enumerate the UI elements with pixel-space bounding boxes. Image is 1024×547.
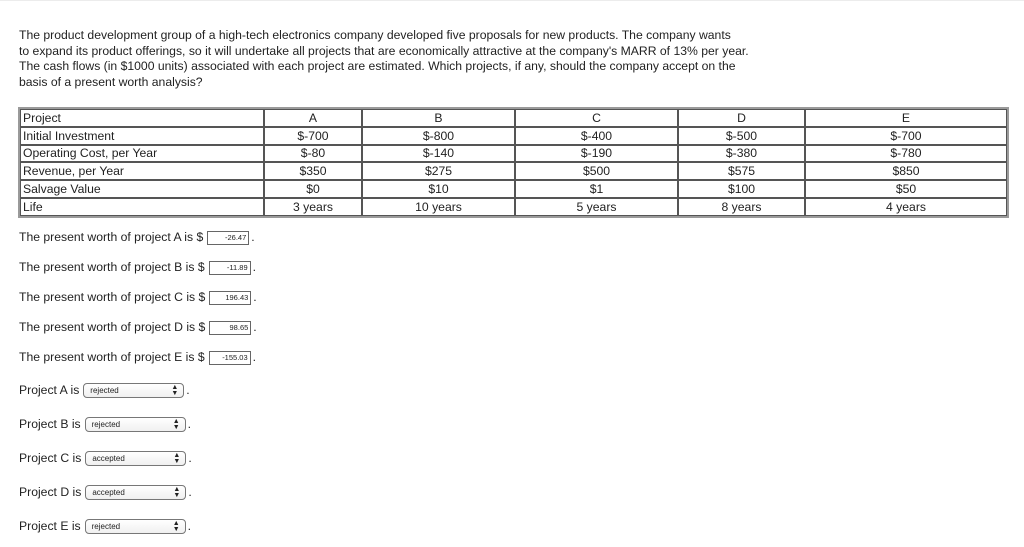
question-text: The present worth of project E is $ [19,350,205,364]
table-cell: A [264,109,362,127]
period: . [187,417,192,431]
question-text: Project D is [19,485,82,499]
question-text: The present worth of project D is $ [19,320,206,334]
decision-question [19,450,192,466]
present-worth-question [19,319,257,335]
up-down-chevron-icon: ▲ ▼ [171,383,179,398]
table-cell: $1 [515,180,678,198]
table-cell: $-400 [515,127,678,145]
answer-field-e[interactable]: -155.03 [209,351,251,365]
table-cell: $-190 [515,145,678,163]
table-row [20,162,1007,180]
table-cell: 8 years [678,198,805,216]
table-cell: $-780 [805,145,1007,163]
question-text: Project C is [19,451,82,465]
selected-value: accepted [92,454,125,464]
table-cell: $-140 [362,145,515,163]
row-label: Initial Investment [20,127,264,145]
table-cell: $-700 [805,127,1007,145]
period: . [186,383,190,397]
table-row [20,127,1007,145]
table-cell: $275 [362,162,515,180]
row-label: Revenue, per Year [20,162,264,180]
question-text: Project A is [19,383,80,397]
table-cell: $100 [678,180,805,198]
up-down-chevron-icon: ▲ ▼ [173,451,181,466]
problem-line: The cash flows (in $1000 units) associated with each project are estimated. Which projects, if any, should the company accept on the [19,59,736,73]
decision-select-b[interactable] [85,417,186,432]
decision-question [19,382,190,398]
question-text: The present worth of project B is $ [19,260,205,274]
table-cell: $0 [264,180,362,198]
up-down-chevron-icon: ▲ ▼ [172,519,180,534]
decision-question [19,416,191,432]
table-cell: $10 [362,180,515,198]
decision-question [19,484,192,500]
table-cell: B [362,109,515,127]
row-label: Life [20,198,264,216]
period: . [187,519,192,533]
table-cell: 4 years [805,198,1007,216]
period: . [253,320,257,334]
table-cell: $575 [678,162,805,180]
cash-flow-table [18,107,1009,218]
period: . [252,260,257,274]
question-text: The present worth of project C is $ [19,290,206,304]
selected-value: rejected [90,386,119,396]
row-label: Salvage Value [20,180,264,198]
present-worth-question [19,289,257,305]
question-text: Project B is [19,417,81,431]
answer-field-b[interactable]: -11.89 [209,261,251,275]
table-cell: $-700 [264,127,362,145]
row-label: Operating Cost, per Year [20,145,264,163]
question-text: Project E is [19,519,81,533]
problem-line: The product development group of a high-tech electronics company developed five proposals for new products. The company wants [19,28,731,42]
selected-value: rejected [91,522,121,532]
table-cell: 5 years [515,198,678,216]
table-row [20,109,1007,127]
table-cell: 3 years [264,198,362,216]
table-cell: E [805,109,1007,127]
answer-field-c[interactable]: 196.43 [209,291,251,305]
decision-select-d[interactable] [85,485,186,500]
up-down-chevron-icon: ▲ ▼ [172,417,180,432]
selected-value: rejected [91,420,121,430]
period: . [252,350,257,364]
table-cell: $-80 [264,145,362,163]
answer-field-a[interactable]: -26.47 [207,231,249,245]
problem-line: to expand its product offerings, so it will undertake all projects that are economically attractive at the company's MARR of 13% per year. [19,43,749,58]
up-down-chevron-icon: ▲ ▼ [173,485,181,500]
problem-statement [19,28,819,90]
answer-field-d[interactable]: 98.65 [209,321,251,335]
period: . [251,230,255,244]
period: . [253,290,257,304]
question-text: The present worth of project A is $ [19,230,204,244]
decision-select-a[interactable] [83,383,184,398]
row-label: Project [20,109,264,127]
selected-value: accepted [92,488,125,498]
decision-select-e[interactable] [85,519,186,534]
table-cell: D [678,109,805,127]
period: . [188,451,192,465]
table-cell: $850 [805,162,1007,180]
table-cell: 10 years [362,198,515,216]
table-row [20,145,1007,163]
decision-question [19,518,191,534]
top-divider [0,0,1024,1]
table-row [20,180,1007,198]
table-cell: $500 [515,162,678,180]
present-worth-question [19,349,256,365]
decision-select-c[interactable] [85,451,186,466]
present-worth-question [19,229,255,245]
problem-line: basis of a present worth analysis? [19,74,203,89]
period: . [188,485,192,499]
table-cell: $-380 [678,145,805,163]
table-cell: $350 [264,162,362,180]
present-worth-question [19,259,256,275]
table-cell: C [515,109,678,127]
table-cell: $-800 [362,127,515,145]
table-cell: $-500 [678,127,805,145]
table-row [20,198,1007,216]
table-cell: $50 [805,180,1007,198]
